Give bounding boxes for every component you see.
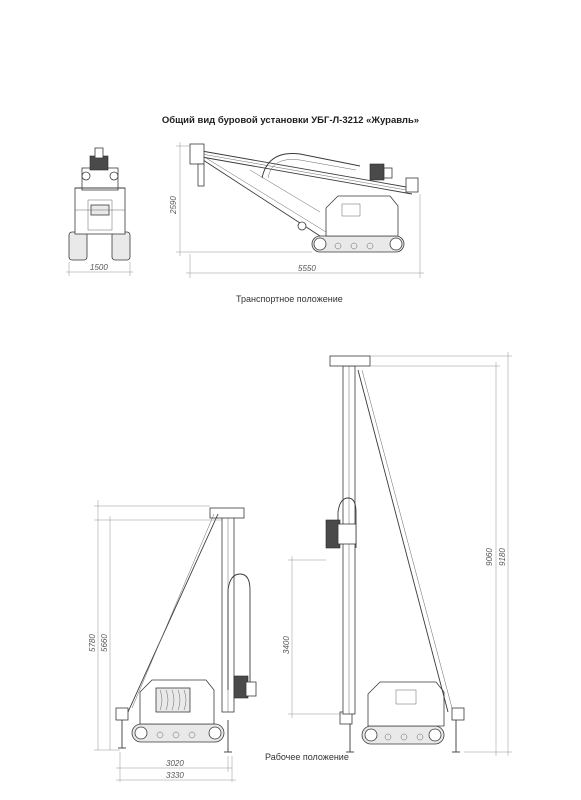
dim-side-length: 5550	[298, 264, 316, 273]
front-view-drawing	[69, 148, 130, 260]
dim-left-height-mast: 5660	[100, 634, 109, 652]
caption-working-position: Рабочее положение	[265, 752, 349, 762]
dim-right-height-inner: 9060	[485, 548, 494, 566]
side-view-drawing	[190, 144, 418, 252]
dim-right-height-total: 9180	[498, 548, 507, 566]
dim-left-base-inner: 3020	[166, 759, 184, 768]
working-view-left-drawing	[116, 508, 256, 752]
dim-right-lift: 3400	[282, 636, 291, 654]
dim-left-height-total: 5780	[88, 634, 97, 652]
caption-transport-position: Транспортное положение	[236, 294, 343, 304]
dim-side-height: 2590	[169, 196, 178, 214]
page-title: Общий вид буровой установки УБГ-Л-3212 «Журавль»	[161, 115, 420, 126]
dim-front-width: 1500	[90, 263, 108, 272]
dim-left-base-outer: 3330	[166, 771, 184, 780]
working-view-right-drawing	[326, 356, 464, 752]
